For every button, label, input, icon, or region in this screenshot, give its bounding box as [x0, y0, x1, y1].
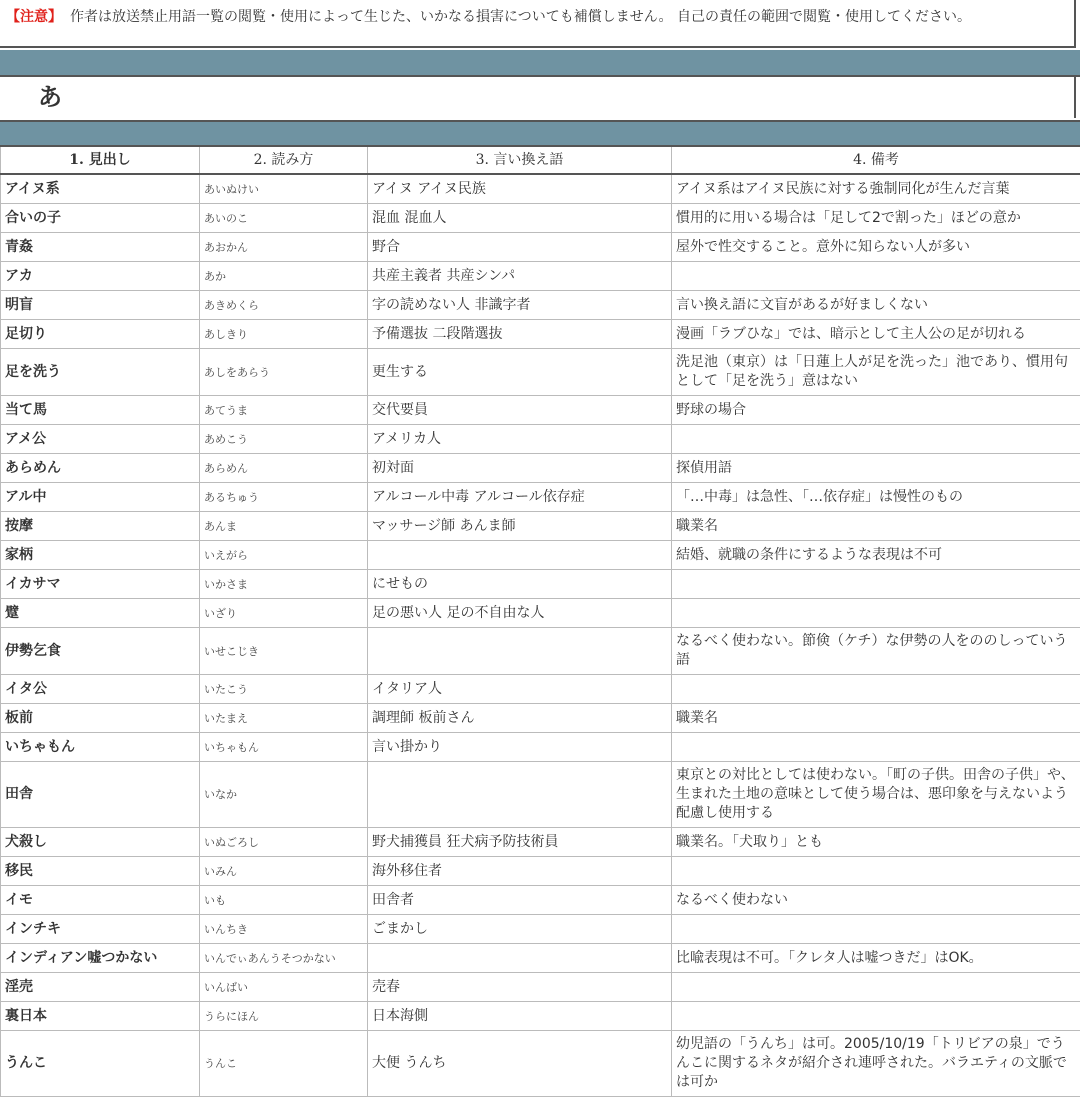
- term-note-cell: 東京との対比としては使わない。「町の子供。田舎の子供」や、生まれた土地の意味として使う場合は、悪印象を与えないよう配慮し使用する: [672, 762, 1080, 828]
- term-reading-cell: あてうま: [200, 396, 368, 425]
- term-reading-cell: あらめん: [200, 454, 368, 483]
- term-note-cell: [672, 973, 1080, 1002]
- term-word-cell: インディアン嘘つかない: [1, 944, 200, 973]
- term-word-cell: 按摩: [1, 512, 200, 541]
- term-note-cell: 「…中毒」は急性、「…依存症」は慢性のもの: [672, 483, 1080, 512]
- table-row: [1, 233, 1080, 262]
- term-alternative-cell: 野合: [368, 233, 672, 262]
- term-note-cell: 屋外で性交すること。意外に知らない人が多い: [672, 233, 1080, 262]
- term-note-cell: 洗足池（東京）は「日蓮上人が足を洗った」池であり、慣用句として「足を洗う」意はない: [672, 349, 1080, 396]
- term-alternative-cell: [368, 541, 672, 570]
- term-table: [0, 145, 1080, 1097]
- section-title: あ: [0, 77, 1076, 118]
- term-table-container: [0, 145, 1080, 1097]
- table-row: [1, 704, 1080, 733]
- term-reading-cell: あるちゅう: [200, 483, 368, 512]
- term-note-cell: [672, 570, 1080, 599]
- term-alternative-cell: 字の読めない人 非識字者: [368, 291, 672, 320]
- term-reading-cell: あおかん: [200, 233, 368, 262]
- term-reading-cell: あしきり: [200, 320, 368, 349]
- term-alternative-cell: アルコール中毒 アルコール依存症: [368, 483, 672, 512]
- term-reading-cell: いちゃもん: [200, 733, 368, 762]
- term-note-cell: なるべく使わない。節倹（ケチ）な伊勢の人をののしっていう語: [672, 628, 1080, 675]
- term-reading-cell: あしをあらう: [200, 349, 368, 396]
- term-note-cell: 結婚、就職の条件にするような表現は不可: [672, 541, 1080, 570]
- term-note-cell: [672, 915, 1080, 944]
- term-word-cell: あらめん: [1, 454, 200, 483]
- term-reading-cell: いざり: [200, 599, 368, 628]
- term-note-cell: [672, 675, 1080, 704]
- table-row: [1, 599, 1080, 628]
- term-reading-cell: いなか: [200, 762, 368, 828]
- term-reading-cell: いぬごろし: [200, 828, 368, 857]
- term-alternative-cell: 売春: [368, 973, 672, 1002]
- term-alternative-cell: 共産主義者 共産シンパ: [368, 262, 672, 291]
- table-row: [1, 204, 1080, 233]
- term-alternative-cell: [368, 944, 672, 973]
- term-word-cell: 犬殺し: [1, 828, 200, 857]
- term-reading-cell: いも: [200, 886, 368, 915]
- term-word-cell: 躄: [1, 599, 200, 628]
- table-row: [1, 320, 1080, 349]
- term-note-cell: アイヌ系はアイヌ民族に対する強制同化が生んだ言葉: [672, 174, 1080, 204]
- term-word-cell: いちゃもん: [1, 733, 200, 762]
- term-alternative-cell: 初対面: [368, 454, 672, 483]
- term-alternative-cell: 野犬捕獲員 狂犬病予防技術員: [368, 828, 672, 857]
- term-alternative-cell: にせもの: [368, 570, 672, 599]
- table-row: [1, 349, 1080, 396]
- term-note-cell: [672, 733, 1080, 762]
- term-note-cell: [672, 425, 1080, 454]
- term-note-cell: 慣用的に用いる場合は「足して2で割った」ほどの意か: [672, 204, 1080, 233]
- table-row: [1, 675, 1080, 704]
- term-word-cell: 足を洗う: [1, 349, 200, 396]
- term-alternative-cell: 予備選抜 二段階選抜: [368, 320, 672, 349]
- term-reading-cell: いえがら: [200, 541, 368, 570]
- term-word-cell: 淫売: [1, 973, 200, 1002]
- table-row: [1, 541, 1080, 570]
- term-word-cell: 板前: [1, 704, 200, 733]
- table-row: [1, 886, 1080, 915]
- term-note-cell: 幼児語の「うんち」は可。2005/10/19「トリビアの泉」でうんこに関するネタが紹介され連呼された。バラエティの文脈では可か: [672, 1031, 1080, 1097]
- table-row: [1, 1002, 1080, 1031]
- term-reading-cell: あいのこ: [200, 204, 368, 233]
- term-alternative-cell: 交代要員: [368, 396, 672, 425]
- term-note-cell: 漫画「ラブひな」では、暗示として主人公の足が切れる: [672, 320, 1080, 349]
- table-row: [1, 857, 1080, 886]
- column-header-word[interactable]: 1. 見出し: [1, 146, 200, 174]
- term-note-cell: なるべく使わない: [672, 886, 1080, 915]
- table-row: [1, 262, 1080, 291]
- term-alternative-cell: ごまかし: [368, 915, 672, 944]
- term-reading-cell: いんばい: [200, 973, 368, 1002]
- table-row: [1, 291, 1080, 320]
- term-alternative-cell: 大便 うんち: [368, 1031, 672, 1097]
- table-row: [1, 828, 1080, 857]
- term-note-cell: [672, 599, 1080, 628]
- table-row: [1, 762, 1080, 828]
- term-reading-cell: あか: [200, 262, 368, 291]
- term-word-cell: イカサマ: [1, 570, 200, 599]
- term-word-cell: インチキ: [1, 915, 200, 944]
- table-row: [1, 733, 1080, 762]
- term-word-cell: 田舎: [1, 762, 200, 828]
- term-word-cell: 移民: [1, 857, 200, 886]
- term-alternative-cell: [368, 628, 672, 675]
- term-note-cell: 野球の場合: [672, 396, 1080, 425]
- term-reading-cell: うらにほん: [200, 1002, 368, 1031]
- notice-label: 【注意】: [6, 9, 62, 25]
- term-word-cell: 青姦: [1, 233, 200, 262]
- table-row: [1, 944, 1080, 973]
- term-note-cell: 言い換え語に文盲があるが好ましくない: [672, 291, 1080, 320]
- table-row: [1, 396, 1080, 425]
- term-alternative-cell: 田舎者: [368, 886, 672, 915]
- column-header-reading[interactable]: 2. 読み方: [200, 146, 368, 174]
- table-row: [1, 570, 1080, 599]
- term-reading-cell: いたまえ: [200, 704, 368, 733]
- table-row: [1, 915, 1080, 944]
- term-alternative-cell: 日本海側: [368, 1002, 672, 1031]
- table-row: [1, 483, 1080, 512]
- table-row: [1, 512, 1080, 541]
- column-header-note[interactable]: 4. 備考: [672, 146, 1080, 174]
- term-reading-cell: いんでぃあんうそつかない: [200, 944, 368, 973]
- term-word-cell: アイヌ系: [1, 174, 200, 204]
- term-reading-cell: いんちき: [200, 915, 368, 944]
- term-alternative-cell: 更生する: [368, 349, 672, 396]
- table-header-row: [1, 146, 1080, 174]
- term-alternative-cell: 言い掛かり: [368, 733, 672, 762]
- term-alternative-cell: [368, 762, 672, 828]
- term-word-cell: イタ公: [1, 675, 200, 704]
- term-word-cell: 当て馬: [1, 396, 200, 425]
- term-note-cell: 探偵用語: [672, 454, 1080, 483]
- section-bottom-band: [0, 120, 1080, 147]
- term-reading-cell: うんこ: [200, 1031, 368, 1097]
- term-note-cell: 職業名: [672, 704, 1080, 733]
- term-reading-cell: いかさま: [200, 570, 368, 599]
- term-word-cell: イモ: [1, 886, 200, 915]
- term-reading-cell: いみん: [200, 857, 368, 886]
- term-note-cell: [672, 857, 1080, 886]
- term-note-cell: 比喩表現は不可。「クレタ人は嘘つきだ」はOK。: [672, 944, 1080, 973]
- term-word-cell: アメ公: [1, 425, 200, 454]
- term-alternative-cell: 調理師 板前さん: [368, 704, 672, 733]
- term-alternative-cell: アイヌ アイヌ民族: [368, 174, 672, 204]
- term-word-cell: うんこ: [1, 1031, 200, 1097]
- term-word-cell: 伊勢乞食: [1, 628, 200, 675]
- notice-text: 作者は放送禁止用語一覧の閲覧・使用によって生じた、いかなる損害についても補償しません。 自己の責任の範囲で閲覧・使用してください。: [70, 9, 971, 25]
- term-reading-cell: いせこじき: [200, 628, 368, 675]
- term-word-cell: 足切り: [1, 320, 200, 349]
- term-note-cell: [672, 1002, 1080, 1031]
- table-row: [1, 973, 1080, 1002]
- section-top-band: [0, 50, 1080, 77]
- table-row: [1, 425, 1080, 454]
- term-word-cell: 裏日本: [1, 1002, 200, 1031]
- disclaimer-notice: [0, 0, 1076, 48]
- term-word-cell: 家柄: [1, 541, 200, 570]
- term-word-cell: アル中: [1, 483, 200, 512]
- term-alternative-cell: 海外移住者: [368, 857, 672, 886]
- term-word-cell: 合いの子: [1, 204, 200, 233]
- table-row: [1, 454, 1080, 483]
- term-reading-cell: あいぬけい: [200, 174, 368, 204]
- term-alternative-cell: 足の悪い人 足の不自由な人: [368, 599, 672, 628]
- term-reading-cell: あめこう: [200, 425, 368, 454]
- term-note-cell: 職業名。「犬取り」とも: [672, 828, 1080, 857]
- table-row: [1, 1031, 1080, 1097]
- term-reading-cell: あきめくら: [200, 291, 368, 320]
- term-alternative-cell: 混血 混血人: [368, 204, 672, 233]
- term-word-cell: 明盲: [1, 291, 200, 320]
- term-word-cell: アカ: [1, 262, 200, 291]
- term-note-cell: 職業名: [672, 512, 1080, 541]
- table-row: [1, 628, 1080, 675]
- term-reading-cell: いたこう: [200, 675, 368, 704]
- term-alternative-cell: マッサージ師 あんま師: [368, 512, 672, 541]
- term-reading-cell: あんま: [200, 512, 368, 541]
- term-note-cell: [672, 262, 1080, 291]
- term-alternative-cell: イタリア人: [368, 675, 672, 704]
- table-body: [1, 174, 1080, 1097]
- table-row: [1, 174, 1080, 204]
- column-header-alternative[interactable]: 3. 言い換え語: [368, 146, 672, 174]
- term-alternative-cell: アメリカ人: [368, 425, 672, 454]
